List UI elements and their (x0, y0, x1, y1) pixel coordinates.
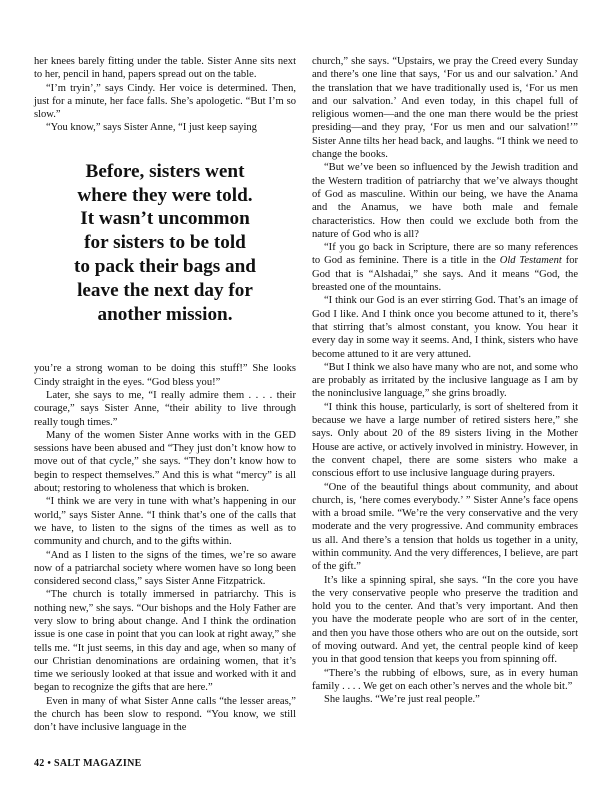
pull-quote-line: where they were told. (77, 184, 253, 206)
paragraph (312, 241, 578, 294)
pull-quote-line: Before, sisters went (85, 160, 245, 182)
paragraph: “But I think we also have many who are not, and some who are probably as irritated by the inclusive language as I am by the noninclusive language,” she grins broadly. (312, 361, 578, 400)
paragraph: “I think we are very in tune with what’s happening in our world,” says Sister Anne. “I think that’s one of the calls that we have, to listen to the signs of the times as well as to community and church, and to the gifts within. (34, 496, 296, 548)
paragraph: Even in many of what Sister Anne calls “the lesser areas,” the church has been slow to respond. “You know, we still don’t have inclusive language in the (34, 695, 296, 734)
paragraph: “I think our God is an ever stirring God. That’s an image of God I like. And I think once you become attuned to it, there’s that stirring that’s almost constant, you know. You hear it every day in some way it seems. And, I think, sisters who have become attuned to it are very attuned. (312, 295, 578, 360)
pull-quote-line: another mission. (97, 303, 233, 325)
paragraph: “The church is totally immersed in patriarchy. This is nothing new,” she says. “Our bishops and the Holy Father are very slow to bring about change. And I think the ordination issue is one case in point that you can look at right away,” she tells me. “It just seems, in this day and age, when so many of our Christian denominations are ordaining women, that it’s time we seriously looked at that issue and worked with it and began to recognize the gifts that are here.” (34, 589, 296, 694)
paragraph: “I think this house, particularly, is sort of sheltered from it because we have a large number of retired sisters here,” she says. Only about 20 of the 89 sisters living in the Mother House are active, or actively involved in ministry. However, in the convent chapel, there are some sisters who make a conscious effort to use inclusive language during prayers. (312, 401, 578, 480)
book-title: Old Testament (499, 255, 562, 267)
paragraph: you’re a strong woman to be doing this stuff!” She looks Cindy straight in the eyes. “God bless you!” (34, 363, 296, 388)
paragraph: “There’s the rubbing of elbows, sure, as in every human family . . . . We get on each other’s nerves and the whole bit.” (312, 667, 578, 692)
left-column (34, 55, 296, 735)
page-footer (34, 758, 142, 769)
right-column (312, 55, 578, 707)
paragraph-text: for God that is “Alshadai,” she says. And it means “God, the breasted one of the mountains. (312, 255, 578, 294)
pull-quote (34, 160, 296, 327)
pull-quote-line: It wasn’t uncommon (80, 208, 250, 230)
paragraph: church,” she says. “Upstairs, we pray the Creed every Sunday and there’s one line that says, ‘For us and our salvation.’ And the translation that we have traditionally used is, ‘For us men and our salvation.’ And even today, in this chapel full of religious women—and the one man there would be the priest presiding—and they pray, ‘For us men and our salvation!’” Sister Anne tilts her head back, and laughs. “I think we need to change the books. (312, 56, 578, 161)
pull-quote-line: to pack their bags and (74, 255, 256, 277)
magazine-name: SALT MAGAZINE (54, 758, 142, 769)
paragraph: Many of the women Sister Anne works with in the GED sessions have been abused and “They just don’t know how to move out of that cycle,” she says. “They don’t know how to begin to respect themselves.” And this is what “mercy” is all about; restoring to wholeness that which is broken. (34, 429, 296, 495)
paragraph: her knees barely fitting under the table. Sister Anne sits next to her, pencil in hand, papers spread out on the table. (34, 56, 296, 81)
paragraph: “I’m tryin’,” says Cindy. Her voice is determined. Then, just for a minute, her face falls. She’s apologetic. “But I’m so slow.” (34, 82, 296, 121)
paragraph: It’s like a spinning spiral, she says. “In the core you have the very conservative people who preserve the tradition and hold you to the center. And that’s very important. And then you have the moderate people who are sort of in the center, and then you have those others who are out on the outside, sort of moving outward. And yet, the central people kind of keep you in that good tension that keeps you from spinning off. (312, 574, 578, 666)
paragraph: “But we’ve been so influenced by the Jewish tradition and the Western tradition of patriarchy that we’ve always thought of God as masculine. Within our being, we have the Anama and the Anamus, we have both male and female characteristics. How then could we exclude both from the nature of God who is all? (312, 162, 578, 240)
paragraph: Later, she says to me, “I really admire them . . . . their courage,” says Sister Anne, “their ability to live through really tough times.” (34, 389, 296, 428)
paragraph: She laughs. “We’re just real people.” (324, 694, 480, 706)
paragraph: “And as I listen to the signs of the times, we’re so aware now of a patriarchal society where women have so long been considered second class,” says Sister Anne Fitzpatrick. (34, 549, 296, 588)
paragraph: “One of the beautiful things about community, and about church, is, ‘here comes everybody.’ ” Sister Anne’s face opens with a broad smile. “We’re the very conservative and the very moderate and the very progressive. And community embraces us all. And there’s a tension that holds us together in a unity, within community. And the very differences, I believe, are part of the gift.” (312, 481, 578, 573)
paragraph-text: “If you go back in Scripture, there are so many references to God as feminine. There is a title in the (312, 242, 578, 267)
paragraph: “You know,” says Sister Anne, “I just keep saying (46, 122, 257, 134)
pull-quote-line: leave the next day for (77, 279, 253, 301)
pull-quote-line: for sisters to be told (84, 232, 246, 254)
footer-separator: • (47, 758, 52, 769)
page-number: 42 (34, 758, 45, 769)
